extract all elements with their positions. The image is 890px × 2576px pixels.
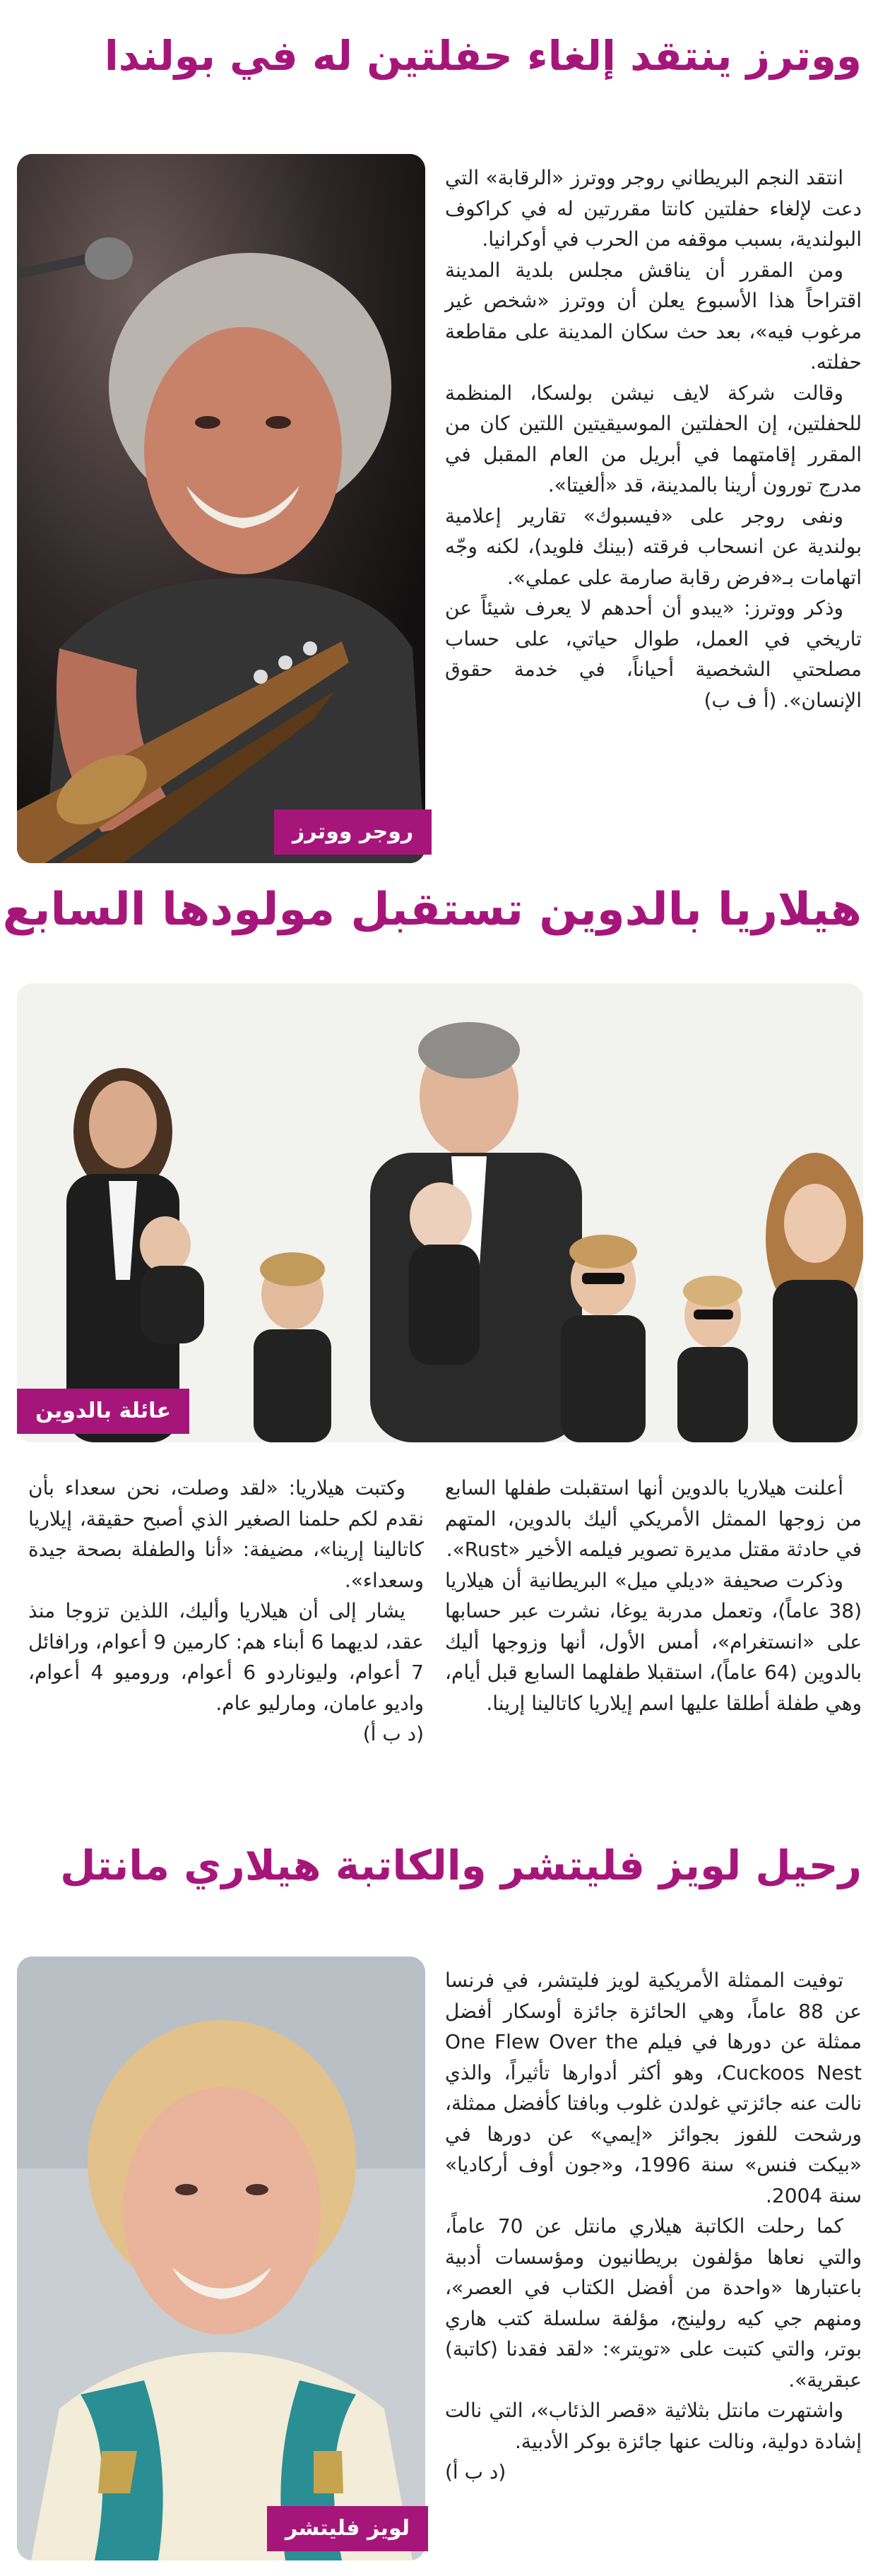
headline-baldwin: هيلاريا بالدوين تستقبل مولودها السابع [2,884,862,936]
headline-waters: ووترز ينتقد إلغاء حفلتين له في بولندا [104,32,862,80]
paragraph: أعلنت هيلاريا بالدوين أنها استقبلت طفلها السابع من زوجها الممثل الأمريكي أليك بالدوين، المتهم في حادثة مقتل مديرة تصوير فيلمه الأخير «Rust». [445,1476,862,1561]
article-waters-body [445,162,862,716]
roger-waters-image [17,154,425,863]
photo-louise-fletcher [17,1957,425,2560]
article-baldwin-col-right [445,1473,862,1719]
article-fletcher-body [445,1965,862,2488]
paragraph: وقالت شركة لايف نيشن بولسكا، المنظمة للحفلتين، إن الحفلتين الموسيقيتين اللتين كان من المقرر إقامتهما في أبريل من العام المقبل في مدرج تورون أرينا بالمدينة، قد «ألغيتا». [445,381,862,497]
photo-baldwin-family [17,983,863,1442]
paragraph: وكتبت هيلاريا: «لقد وصلت، نحن سعداء بأن نقدم لكم حلمنا الصغير الذي أصبح حقيقة، إيلاريا كاتالينا إرينا»، مضيفة: «أنا والطفلة بصحة جيدة وسعداء». [28,1476,424,1592]
louise-fletcher-image [17,1957,425,2560]
paragraph: وذكرت صحيفة «ديلي ميل» البريطانية أن هيلاريا (38 عاماً)، وتعمل مدربة يوغا، نشرت عبر حسابها على «انستغرام»، أمس الأول، أنها وزوجها أليك بالدوين (64 عاماً)، استقبلا طفلهما السابع قبل أيام، وهي طفلة أطلقا عليها اسم إيلاريا كاتالينا إرينا. [445,1568,862,1715]
paragraph: انتقد النجم البريطاني روجر ووترز «الرقابة» التي دعت لإلغاء حفلتين كانتا مقررتين له في كراكوف البولندية، بسبب موقفه من الحرب في أوكرانيا. [445,166,862,251]
news-source: (د ب أ) [445,2460,506,2483]
caption-roger-waters: روجر ووترز [274,809,432,855]
caption-baldwin-family: عائلة بالدوين [17,1389,189,1434]
news-source: (د ب أ) [362,1722,424,1745]
caption-louise-fletcher: لويز فليتشر [267,2506,428,2551]
baldwin-family-image [17,983,863,1442]
paragraph: ونفى روجر على «فيسبوك» تقارير إعلامية بولندية عن انسحاب فرقته (بينك فلويد)، لكنه وجّه اتهامات بـ«فرض رقابة صارمة على عملي». [445,504,862,589]
headline-fletcher-mantel: رحيل لويز فليتشر والكاتبة هيلاري مانتل [60,1841,862,1889]
news-source: (أ ف ب) [704,688,777,712]
paragraph: وذكر ووترز: «يبدو أن أحدهم لا يعرف شيئاً عن تاريخي في العمل، طوال حياتي، على حساب مصلحتي الشخصية أحياناً، في خدمة حقوق الإنسان». (أ ف ب) [445,596,862,712]
paragraph: واشتهرت مانتل بثلاثية «قصر الذئاب»، التي نالت إشادة دولية، ونالت عنها جائزة بوكر الأدبية. [445,2399,862,2453]
paragraph: يشار إلى أن هيلاريا وأليك، اللذين تزوجا منذ عقد، لديهما 6 أبناء هم: كارمين 9 أعوام، ورافائل 7 أعوام، وليوناردو 6 أعوام، وروميو 4 أعوام، واديو عامان، ومارليو عام. [28,1599,424,1715]
paragraph: ومن المقرر أن يناقش مجلس بلدية المدينة اقتراحاً هذا الأسبوع يعلن أن ووترز «شخص غير مرغوب فيه»، بعد حث سكان المدينة على مقاطعة حفلته. [445,258,862,374]
article-baldwin-col-left [28,1473,424,1750]
paragraph: كما رحلت الكاتبة هيلاري مانتل عن 70 عاماً، والتي نعاها مؤلفون بريطانيون ومؤسسات أدبية باعتبارها «واحدة من أفضل الكتاب في العصر»، ومنهم جي كيه رولينج، مؤلفة سلسلة كتب هاري بوتر، والتي كتبت على «تويتر»: «لقد فقدنا (كاتبة) عبقرية». [445,2214,862,2392]
photo-roger-waters [17,154,425,863]
paragraph: توفيت الممثلة الأمريكية لويز فليتشر، في فرنسا عن 88 عاماً، وهي الحائزة جائزة أوسكار أفضل ممثلة عن دورها في فيلم One Flew Over the Cuckoos Nest، وهو أكثر أدوارها تأثيراً، والذي نالت عنه جائزتي غولدن غلوب وبافتا كأفضل ممثلة، ورشحت للفوز بجوائز «إيمي» عن دورها في «بيكت فنس» سنة 1996، و«جون أوف أركاديا» سنة 2004. [445,1969,862,2207]
